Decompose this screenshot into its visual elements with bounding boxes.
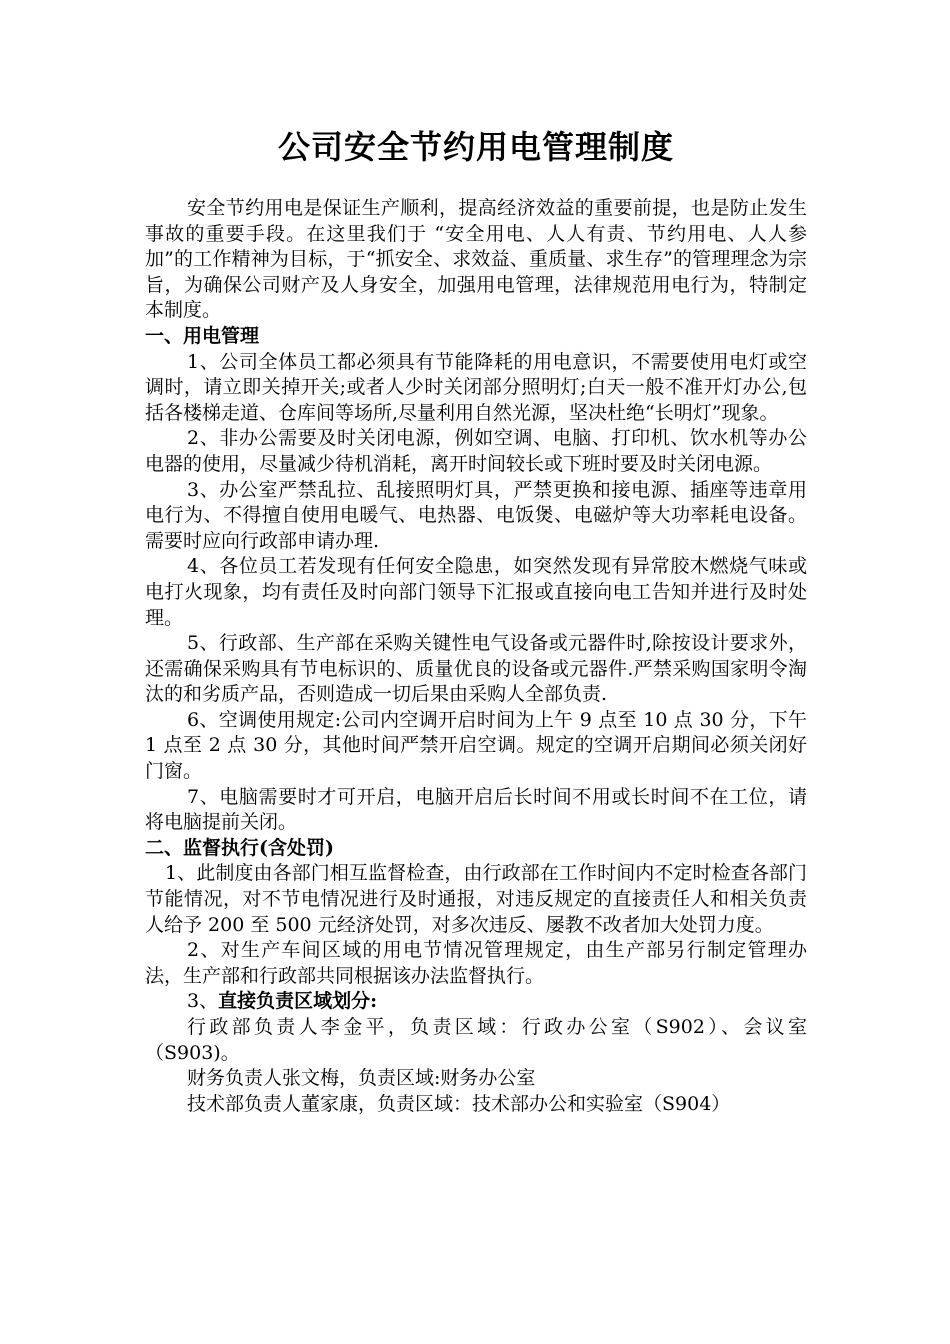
- document-page: [145, 120, 807, 1117]
- supervision-item: 2、对生产车间区域的用电节情况管理规定，由生产部另行制定管理办法，生产部和行政部共同根据该办法监督执行。: [145, 939, 807, 987]
- supervision-item: 1、此制度由各部门相互监督检查，由行政部在工作时间内不定时检查各部门节能情况，对不节电情况进行及时通报，对违反规定的直接责任人和相关负责人给予 200 至 500 元经济处罚，对多次违反、屡教不改者加大处罚力度。: [145, 862, 807, 936]
- section-heading-supervision: 二、监督执行(含处罚): [145, 836, 334, 859]
- area-responsibility: 财务负责人张文梅，负责区域:财务办公室: [187, 1067, 536, 1090]
- rule-item: 3、办公室严禁乱拉、乱接照明灯具，严禁更换和接电源、插座等违章用电行为、不得擅自使用电暖气、电热器、电饭煲、电磁炉等大功率耗电设备。需要时应向行政部申请办理.: [145, 478, 807, 552]
- area-responsibility: 技术部负责人董家康，负责区域：技术部办公和实验室（S904）: [187, 1092, 731, 1115]
- rule-item: 4、各位员工若发现有任何安全隐患，如突然发现有异常胶木燃烧气味或电打火现象，均有责任及时向部门领导下汇报或直接向电工告知并进行及时处理。: [145, 555, 807, 629]
- area-division-label: 直接负责区域划分:: [218, 990, 378, 1013]
- rule-item: 1、公司全体员工都必须具有节能降耗的用电意识，不需要使用电灯或空调时，请立即关掉开关;或者人少时关闭部分照明灯;白天一般不准开灯办公,包括各楼梯走道、仓库间等场所,尽量利用自然光源，坚决杜绝“长明灯”现象。: [145, 350, 807, 424]
- rule-item: 7、电脑需要时才可开启，电脑开启后长时间不用或长时间不在工位，请将电脑提前关闭。: [145, 785, 807, 834]
- section-heading-power-management: 一、用电管理: [145, 324, 260, 347]
- intro-paragraph: 安全节约用电是保证生产顺利，提高经济效益的重要前提，也是防止发生事故的重要手段。在这里我们于 “安全用电、人人有责、节约用电、人人参加”的工作精神为目标，于“抓安全、求效益、重质量、求生存”的管理理念为宗旨，为确保公司财产及人身安全，加强用电管理，法律规范用电行为，特制定本制度。: [145, 197, 807, 322]
- document-title: 公司安全节约用电管理制度: [277, 128, 674, 166]
- rule-item: 6、空调使用规定:公司内空调开启时间为上午 9 点至 10 点 30 分，下午 1 点至 2 点 30 分，其他时间严禁开启空调。规定的空调开启期间必须关闭好门窗。: [145, 708, 807, 783]
- rule-item: 2、非办公需要及时关闭电源，例如空调、电脑、打印机、饮水机等办公电器的使用，尽量减少待机消耗，离开时间较长或下班时要及时关闭电源。: [145, 427, 807, 475]
- item-number: 3、: [187, 990, 219, 1013]
- rule-item: 5、行政部、生产部在采购关键性电气设备或元器件时,除按设计要求外，还需确保采购具有节电标识的、质量优良的设备或元器件.严禁采购国家明令淘汰的和劣质产品，否则造成一切后果由采购人全部负责.: [145, 632, 807, 706]
- supervision-item-area-division: [145, 989, 807, 1015]
- area-responsibility: 行政部负责人李金平，负责区域：行政办公室（S902）、会议室（S903)。: [145, 1016, 807, 1064]
